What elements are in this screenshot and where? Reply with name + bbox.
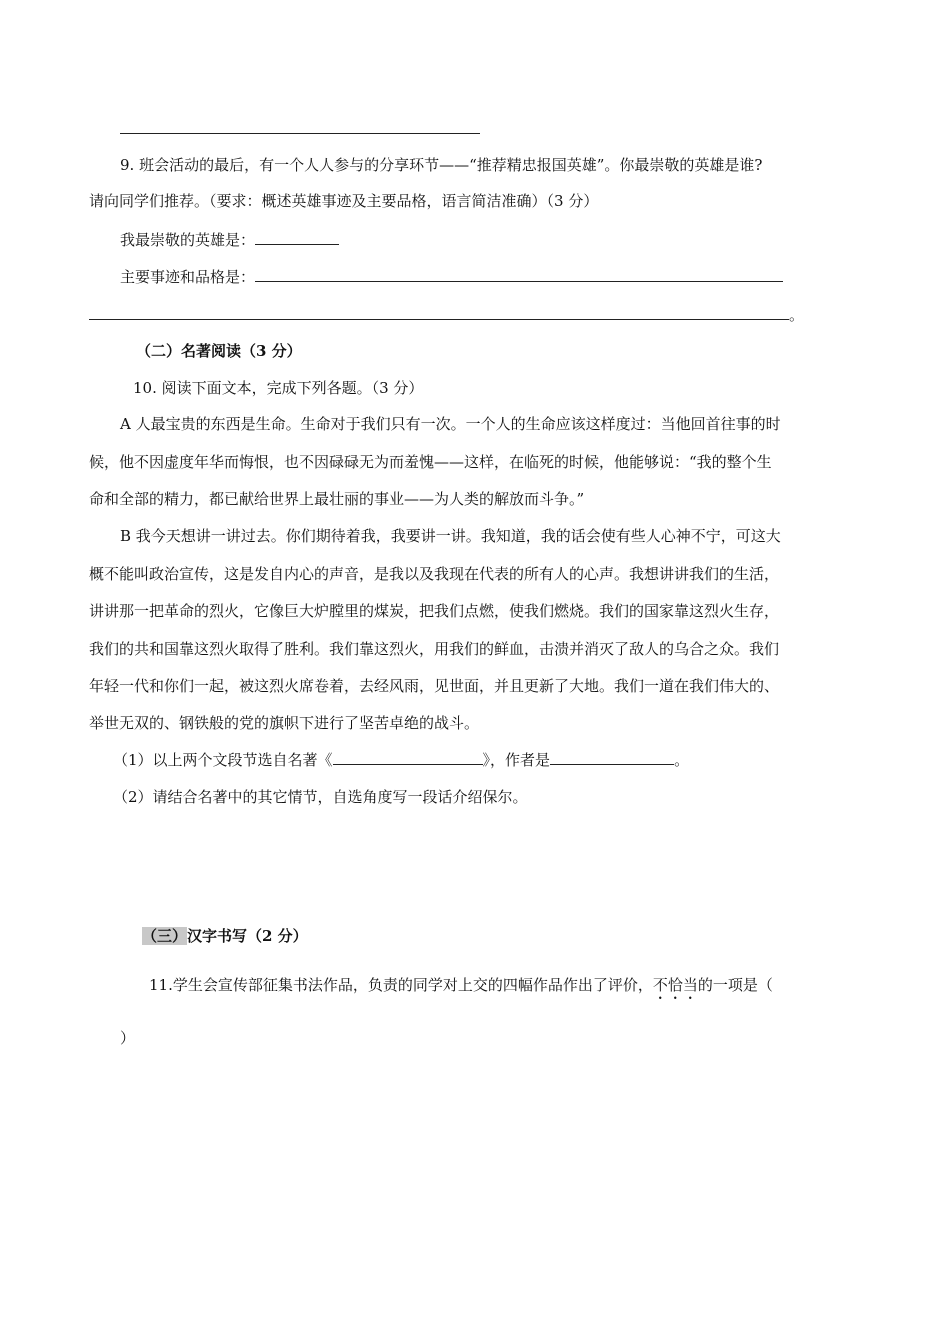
- section3-heading: [142, 926, 308, 946]
- q9-deeds-answer-blank[interactable]: [255, 267, 783, 282]
- book-title-blank[interactable]: [333, 750, 483, 765]
- passage-a-line: 候，他不因虚度年华而悔恨，也不因碌碌无为而羞愧——这样，在临死的时候，他能够说：“我的整个生: [89, 453, 772, 471]
- q10-sub1-end: 。: [674, 751, 690, 769]
- answer-line-top[interactable]: [120, 133, 480, 134]
- q9-hero-label: 我最崇敬的英雄是：: [120, 231, 256, 249]
- section2-heading: （二）名著阅读（3 分）: [136, 342, 302, 360]
- q10-sub1-prompt: （1）以上两个文段节选自名著《: [113, 751, 333, 769]
- passage-a-line: A 人最宝贵的东西是生命。生命对于我们只有一次。一个人的生命应该这样度过：当他回首往事的时: [120, 415, 781, 433]
- q9-line2: 请向同学们推荐。（要求：概述英雄事迹及主要品格，语言简洁准确）（3 分）: [89, 192, 599, 210]
- passage-a-line: 命和全部的精力，都已献给世界上最壮丽的事业——为人类的解放而斗争。”: [89, 490, 585, 508]
- q10-sub1-row: [113, 750, 689, 770]
- section3-heading-text: 汉字书写（2 分）: [187, 927, 308, 945]
- q10-intro: 10. 阅读下面文本，完成下列各题。（3 分）: [133, 379, 424, 397]
- passage-b-line: 举世无双的、钢铁般的党的旗帜下进行了坚苦卓绝的战斗。: [89, 714, 480, 732]
- q11-stem: 11.学生会宣传部征集书法作品，负责的同学对上交的四幅作品作出了评价，: [149, 976, 653, 994]
- q9-hero-row: [120, 230, 339, 250]
- passage-b-line: 概不能叫政治宣传，这是发自内心的声音，是我以及我现在代表的所有人的心声。我想讲讲我们的生活，: [89, 565, 780, 583]
- q9-hero-answer-blank[interactable]: [255, 230, 339, 245]
- author-blank[interactable]: [550, 750, 674, 765]
- q9-line1: 9. 班会活动的最后，有一个人人参与的分享环节——“推荐精忠报国英雄”。你最崇敬的英雄是谁?: [120, 156, 763, 174]
- passage-b-line: 年轻一代和你们一起，被这烈火席卷着，去经风雨，见世面，并且更新了大地。我们一道在我们伟大的、: [89, 677, 780, 695]
- q11-emphasis: 不恰当: [652, 976, 698, 994]
- q11-line2: ）: [120, 1029, 136, 1047]
- q11-line1: [149, 975, 773, 1003]
- q9-continuation-row: [89, 305, 804, 325]
- passage-b-line: 讲讲那一把革命的烈火，它像巨大炉膛里的煤炭，把我们点燃，使我们燃烧。我们的国家靠这烈火生存，: [89, 602, 780, 620]
- q10-sub1-author-prompt: 》，作者是: [482, 751, 551, 769]
- q11-stem-end: 的一项是（: [697, 976, 773, 994]
- section3-heading-highlight: （三）: [142, 927, 188, 945]
- q9-end-mark: 。: [789, 306, 805, 324]
- q9-deeds-answer-blank-2[interactable]: [89, 305, 789, 320]
- q9-deeds-label: 主要事迹和品格是：: [120, 268, 256, 286]
- q10-sub2: （2）请结合名著中的其它情节，自选角度写一段话介绍保尔。: [113, 788, 528, 806]
- q9-deeds-row: [120, 267, 783, 287]
- passage-b-line: B 我今天想讲一讲过去。你们期待着我，我要讲一讲。我知道，我的话会使有些人心神不宁，可这大: [120, 527, 781, 545]
- passage-b-line: 我们的共和国靠这烈火取得了胜利。我们靠这烈火，用我们的鲜血，击溃并消灭了敌人的乌合之众。我们: [89, 640, 780, 658]
